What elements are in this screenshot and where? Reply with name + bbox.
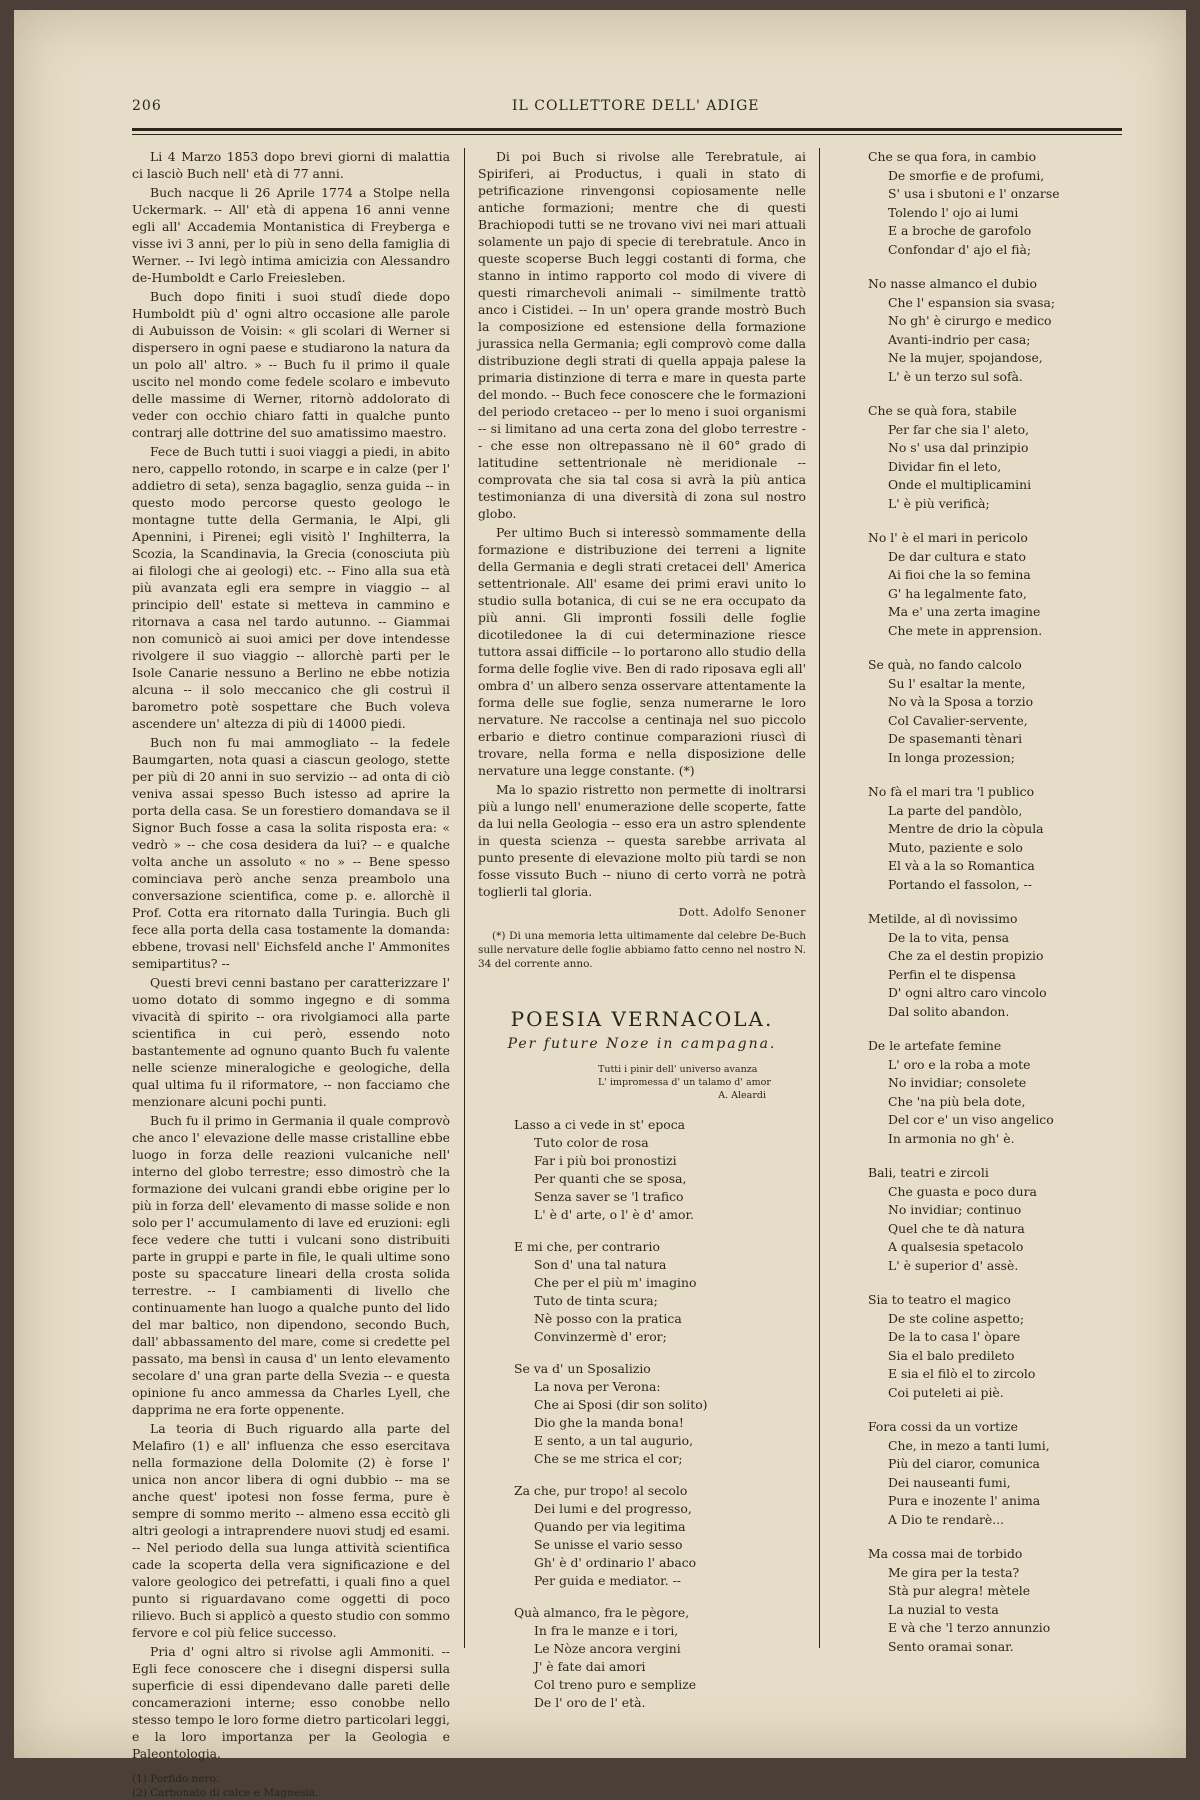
poem-line: J' è fate dai amori [534, 1659, 646, 1674]
poem-line: Che se qua fora, in cambio [868, 149, 1037, 164]
poem-line: De smorfie e de profumi, [888, 167, 1045, 183]
paragraph: Buch fu il primo in Germania il quale comprovò che anco l' elevazione delle masse cristalline ebbe luogo in forza delle reazioni vulcaniche nell' interno del globo terrestre; esso dimostrò che la formazione dei vulcani grandi ebbe origine per lo più in forza dell' elevamento di masse solide e non solo per l' accumulamento di lave ed eruzioni: egli fece vedere che tutti i vulcani sono distribuiti parte in gruppi e parte in file, le quali ultime sono poste su spaccature lineari della crosta solida terrestre. -- I cambiamenti di livello che continuamente han luogo a qualche punto del lido del mar baltico, non dipendono, secondo Buch, dall' abbassamento del mare, come si credette pel passato, ma bensì in causa d' un lento elevamento secolare d' una gran parte della Svezia -- e questa opinione fu anco ammessa da Charles Lyell, che dapprima ne era forte oppenente. [132, 1113, 450, 1417]
poem-line: Che 'na più bela dote, [888, 1093, 1026, 1109]
poem-line: No l' è el mari in pericolo [868, 530, 1028, 545]
header-rule [132, 128, 1122, 131]
poem-line: No invidiar; continuo [888, 1202, 1022, 1217]
poem-line: Ma e' una zerta imagine [888, 604, 1041, 619]
poem-line: Avanti-indrio per casa; [888, 331, 1031, 347]
poem-stanza [868, 1164, 1118, 1275]
column-divider [819, 148, 820, 1648]
poem-line: Se quà, no fando calcolo [868, 657, 1022, 672]
poem-line: Senza saver se 'l trafico [534, 1189, 684, 1204]
poem-line: Confondar d' ajo el fià; [888, 241, 1032, 257]
poem-line: Gh' è d' ordinario l' abaco [534, 1555, 697, 1570]
poem-line: Che ai Sposi (dir son solito) [534, 1397, 708, 1412]
poem-line: La nova per Verona: [534, 1379, 661, 1394]
poem-line: Che se quà fora, stabile [868, 403, 1017, 418]
poem-line: Sia el balo predileto [888, 1347, 1015, 1363]
poem-line: Muto, paziente e solo [888, 839, 1023, 855]
poem-line: Onde el multiplicamini [888, 477, 1032, 492]
poem-stanza [868, 148, 1118, 259]
paragraph: Fece de Buch tutti i suoi viaggi a piedi, in abito nero, cappello rotondo, in scarpe e in calze (per l' addietro di seta), senza bagaglio, senza guida -- in questo modo percorse questo geologo le montagne tutte della Germania, le Alpi, gli Apennini, i Pirenei; egli visitò l' Inghilterra, la Scozia, la Scandinavia, la Grecia (conosciuta più ai filologi che ai geologi) etc. -- Fino alla sua età più avanzata egli era sempre in viaggio -- al principio dell' estate si metteva in cammino e ritornava a casa nel tardo autunno. -- Giammai non comunicò ai suoi amici per dove intendesse rivolgere il suo viaggio -- allorchè parti per le Isole Canarie nessuno a Berlino ne ebbe notizia alcuna -- il solo meccanico che gli costruì il barometro potè sospettare che Buch voleva ascendere un' altezza di più di 14000 piedi. [132, 444, 450, 731]
poem-line: De le artefate femine [868, 1038, 1002, 1053]
poem-line: Quà almanco, fra le pègore, [514, 1605, 690, 1620]
poem-line: Quel che te dà natura [888, 1220, 1025, 1236]
poem-line: De dar cultura e stato [888, 548, 1026, 564]
poem-line: Coi puteleti ai piè. [888, 1384, 1004, 1400]
epigraph-line: Tutti i pinir dell' universo avanza [598, 1064, 758, 1075]
footnote: (2) Carbonato di calce e Magnesia. [132, 1787, 319, 1799]
poem-line: Stà pur alegra! mètele [888, 1583, 1031, 1598]
poem-line: De spasemanti tènari [888, 731, 1023, 746]
poem-line: D' ogni altro caro vincolo [888, 985, 1047, 1000]
poem-line: De la to vita, pensa [888, 929, 1010, 945]
poem-stanzas [478, 1116, 806, 1712]
epigraph-author: A. Aleardi [718, 1090, 766, 1101]
poem-line: Fora cossi da un vortize [868, 1419, 1018, 1434]
poem-line: Su l' esaltar la mente, [888, 675, 1026, 691]
poem-line: Dei nauseanti fumi, [888, 1474, 1011, 1490]
column-right [856, 148, 1118, 1668]
poem-line: No s' usa dal prinzipio [888, 440, 1029, 455]
poem-line: A qualsesia spetacolo [888, 1239, 1024, 1254]
poem-line: Far i più boi pronostizi [534, 1153, 677, 1168]
poem-line: Che guasta e poco dura [888, 1183, 1037, 1199]
poem-line: L' è un terzo sul sofà. [888, 368, 1023, 384]
poem-subtitle: Per future Noze in campagna. [507, 1036, 777, 1052]
poem-stanza [868, 1037, 1118, 1148]
footnote: (*) Di una memoria letta ultimamente dal celebre De-Buch sulle nervature delle foglie abbiamo fatto cenno nel nostro N. 34 del corrente anno. [478, 930, 806, 970]
poem-line: No invidiar; consolete [888, 1075, 1027, 1090]
epigraph [478, 1063, 806, 1102]
poem-line: Col treno puro e semplize [534, 1677, 697, 1692]
poem-line: Convinzermè d' eror; [534, 1329, 667, 1344]
poem-line: Col Cavalier-servente, [888, 712, 1028, 728]
poem-stanza [868, 1291, 1118, 1402]
poem-stanza [514, 1360, 806, 1468]
poem-line: In longa prozession; [888, 749, 1015, 765]
poem-stanza [868, 1418, 1118, 1529]
poem-line: Che se me strica el cor; [534, 1451, 683, 1466]
poem-stanza [868, 910, 1118, 1021]
header-rule-thin [132, 134, 1122, 135]
epigraph-line: L' impromessa d' un talamo d' amor [598, 1077, 771, 1088]
poem-line: Tuto color de rosa [534, 1135, 649, 1150]
poem-line: Sia to teatro el magico [868, 1292, 1011, 1307]
column-middle [478, 148, 806, 1710]
poem-line: Bali, teatri e zircoli [868, 1165, 989, 1180]
poem-line: Lasso a ci vede in st' epoca [514, 1117, 686, 1132]
poem-line: De l' oro de l' età. [534, 1695, 646, 1710]
poem-line: Sento oramai sonar. [888, 1638, 1014, 1654]
poem-line: Son d' una tal natura [534, 1257, 667, 1272]
footnote: (1) Porfido nero. [132, 1773, 220, 1785]
poem-line: Za che, pur tropo! al secolo [514, 1483, 688, 1498]
paragraph: Buch dopo finiti i suoi studî diede dopo Humboldt più d' ogni altro occasione alle parole di Aubuisson de Voisin: « gli scolari di Werner si dispersero in ogni paese e studiarono la natura da un polo all' altro. » -- Buch fu il primo il quale uscito nel mondo come fedele scolaro e imbevuto delle massime di Werner, ritornò addolorato di veder con occhio chiaro fatti in qualche punto contrarj alle dottrine del suo amatissimo maestro. [132, 289, 450, 440]
poem-line: L' è d' arte, o l' è d' amor. [534, 1207, 694, 1222]
poem-line: Del cor e' un viso angelico [888, 1112, 1054, 1127]
column-divider [464, 148, 465, 1648]
poem-line: G' ha legalmente fato, [888, 585, 1027, 601]
poem-line: A Dio te rendarè... [888, 1511, 1005, 1527]
poem-stanza [514, 1116, 806, 1224]
paragraph: Buch non fu mai ammogliato -- la fedele Baumgarten, nota quasi a ciascun geologo, stette per più di 20 anni in suo servizio -- ad onta di ciò veniva assai spesso Buch istesso ad aprire la porta della casa. Se un forestiero domandava se il Signor Buch fosse a casa la solita risposta era: « vedrò » -- che cosa desidera da lui? -- e qualche volta anche un assoluto « no » -- Bene spesso cominciava però anche senza preambolo una conversazione scientifica, come p. e. allorchè il Prof. Cotta era ritornato dalla Turingia. Buch gli fece alla porta della casa tostamente la domanda: ebbene, trovasi nell' Eichsfeld anche l' Ammonites semipartitus? -- [132, 735, 450, 971]
paragraph: Buch nacque li 26 Aprile 1774 a Stolpe nella Uckermark. -- All' età di appena 16 anni venne egli all' Accademia Montanistica di Freyberga e visse ivi 3 anni, per lo più in seno della famiglia di Werner. -- Ivi legò intima amicizia con Alessandro de-Humboldt e Carlo Freiesleben. [132, 185, 450, 285]
poem-line: Per quanti che se sposa, [534, 1171, 687, 1186]
poem-line: Portando el fassolon, -- [888, 876, 1032, 892]
poem-stanza [868, 1545, 1118, 1656]
poem-stanza [868, 783, 1118, 894]
poem-line: Tolendo l' ojo ai lumi [888, 204, 1019, 220]
poem-stanza [514, 1604, 806, 1712]
paragraph: Ma lo spazio ristretto non permette di inoltrarsi più a lungo nell' enumerazione delle scoperte, fatte da lui nella Geologia -- esso era un astro splendente in questa scienza -- questa sarebbe arrivata al punto presente di elevazione molto più tardi se non fosse vissuto Buch -- niuno di certo vorrà ne potrà toglierli tal gloria. [478, 782, 806, 899]
poem-line: Per far che sia l' aleto, [888, 421, 1030, 437]
paragraph: Pria d' ogni altro si rivolse agli Ammoniti. -- Egli fece conoscere che i disegni dispersi sulla superficie di essi dipendevano dalle pareti delle concamerazioni interne; esso conobbe nello stesso tempo le loro forme dietro particolari leggi, e la loro importanza per la Geologia e Paleontologia. [132, 1644, 450, 1761]
poem-line: Dio ghe la manda bona! [534, 1415, 684, 1430]
poem-line: Dividar fin el leto, [888, 458, 1002, 474]
poem-line: Se unisse el vario sesso [534, 1537, 683, 1552]
poem-line: Nè posso con la pratica [534, 1311, 682, 1326]
paragraph: Per ultimo Buch si interessò sommamente della formazione e distribuzione dei terreni a lignite della Germania e degli strati cretacei dell' America settentrionale. All' esame dei primi eravi unito lo studio sulla botanica, di cui se ne era occupato da più anni. Gli impronti fossili delle foglie dicotiledonee la di cui determinazione riesce tuttora assai difficile -- lo portarono allo studio della forma delle foglie vive. Ben di rado riposava egli all' ombra d' un albero senza osservare attentamente la forma delle sue foglie, senza numerarne le loro nervature. Ne raccolse a centinaja nel suo piccolo erbario e dietro continue comparazioni riuscì di trovare, nella forma e nella disposizione delle nervature una legge constante. (*) [478, 525, 806, 778]
page-header [132, 98, 1132, 122]
poem-line: Tuto de tinta scura; [534, 1293, 658, 1308]
poem-line: La parte del pandòlo, [888, 802, 1023, 818]
poem-line: Se va d' un Sposalizio [514, 1361, 651, 1376]
poem-stanza [514, 1482, 806, 1590]
poem-line: Che l' espansion sia svasa; [888, 294, 1056, 310]
poem-stanza [868, 529, 1118, 640]
poem-line: Più del ciaror, comunica [888, 1456, 1040, 1471]
poem-line: Che za el destin propizio [888, 948, 1044, 963]
poem-line: Ai fioi che la so femina [888, 567, 1031, 582]
poem-line: E mi che, per contrario [514, 1239, 660, 1254]
poem-line: L' è superior d' assè. [888, 1257, 1019, 1273]
poem-line: Ne la mujer, spojandose, [888, 350, 1043, 365]
footnotes [132, 1772, 450, 1800]
poem-line: No fà el mari tra 'l publico [868, 784, 1035, 799]
poem-line: L' oro e la roba a mote [888, 1056, 1031, 1072]
poem-line: E a broche de garofolo [888, 223, 1032, 238]
paragraph: Li 4 Marzo 1853 dopo brevi giorni di malattia ci lasciò Buch nell' età di 77 anni. [132, 149, 450, 181]
poem-line: Che mete in apprension. [888, 622, 1043, 638]
poem-line: E sento, a un tal augurio, [534, 1433, 694, 1448]
column-left [132, 148, 450, 1799]
poem-stanza [868, 402, 1118, 513]
poem-line: No nasse almanco el dubio [868, 276, 1037, 291]
poem-line: Le Nòze ancora vergini [534, 1641, 681, 1656]
poem-stanza [514, 1238, 806, 1346]
poem-line: Pura e inozente l' anima [888, 1493, 1041, 1508]
poem-line: Che per el più m' imagino [534, 1275, 697, 1290]
poem-line: Me gira per la testa? [888, 1564, 1020, 1580]
poem-line: La nuzial to vesta [888, 1601, 999, 1617]
poem-line: El và a la so Romantica [888, 858, 1035, 873]
page-number: 206 [132, 98, 162, 114]
poem-line: Che, in mezo a tanti lumi, [888, 1437, 1050, 1453]
poem-line: Ma cossa mai de torbido [868, 1546, 1023, 1561]
poem-stanza [868, 275, 1118, 386]
poem-line: De ste coline aspetto; [888, 1310, 1024, 1326]
poem-line: Quando per via legitima [534, 1519, 686, 1534]
poem-line: Perfin el te dispensa [888, 966, 1016, 982]
poem-line: Dal solito abandon. [888, 1003, 1010, 1019]
poem-line: De la to casa l' òpare [888, 1329, 1021, 1344]
poem-line: Per guida e mediator. -- [534, 1573, 681, 1588]
poem-line: In armonia no gh' è. [888, 1130, 1015, 1146]
newspaper-page [14, 10, 1186, 1799]
paragraph: Questi brevi cenni bastano per caratterizzare l' uomo dotato di sommo ingegno e di somma vivacità di spirito -- ora rivolgiamoci alla parte scientifica in cui però, essendo noto bastantemente ad ognuno quanto Buch fu valente nelle scienze mineralogiche e geologiche, della qual ultima fu il riformatore, -- non facciamo che menzionare alcuni pochi punti. [132, 975, 450, 1109]
poem-line: No và la Sposa a torzio [888, 694, 1034, 709]
poem-line: Mentre de drio la còpula [888, 821, 1044, 836]
poem-line: No gh' è cirurgo e medico [888, 313, 1052, 328]
author-signature: Dott. Adolfo Senoner [678, 906, 806, 919]
poem-title: POESIA VERNACOLA. [510, 1007, 774, 1031]
poem-line: Dei lumi e del progresso, [534, 1501, 692, 1516]
poem-line: Metilde, al dì novissimo [868, 911, 1018, 926]
poem-stanzas-continued [856, 148, 1118, 1656]
poem-line: E sia el filò el to zircolo [888, 1366, 1036, 1381]
paragraph: Di poi Buch si rivolse alle Terebratule, ai Spiriferi, ai Productus, i quali in stato di petrificazione rinvengonsi copiosamente nelle antiche formazioni; mentre che di questi Brachiopodi tutti se ne trovano vivi nei mari attuali solamente un pajo di specie di terebratule. Anco in queste scoperse Buch leggi costanti di forma, che stanno in intimo rapporto col modo di vivere di questi rimarchevoli animali -- similmente trattò anco i Cistidei. -- In un' opera grande mostrò Buch la composizione ed estensione della formazione jurassica nella Germania; egli comprovò come dalla distribuzione degli strati di quella appaja palese la primaria distinzione di terra e mare in questa parte del mondo. -- Buch fece conoscere che le formazioni del periodo cretaceo -- per lo meno i suoi organismi -- si limitano ad una certa zona del globo terrestre -- che esse non oltrepassano nè il 60° grado di latitudine settentrionale nè meridionale -- comprovata che sia tal cosa si avrà la più antica testimonianza di una diversità di zona sul nostro globo. [478, 149, 806, 521]
poem-line: S' usa i sbutoni e l' onzarse [888, 186, 1060, 201]
paragraph: La teoria di Buch riguardo alla parte del Melafiro (1) e all' influenza che esso esercitava nella formazione della Dolomite (2) è forse l' unica non ancor libera di ogni dubbio -- ma se anche quest' ipotesi non fosse ferma, pure è sempre di sommo merito -- almeno essa eccitò gli altri geologi a intraprendere nuovi studj ed esami. -- Nel periodo della sua lunga attività scientifica cade la scoperta della vera significazione e del valore geologico dei petrefatti, i quali fino a quel punto si riguardavano come oggetti di poco rilievo. Buch si applicò a questo studio con sommo fervore e col più felice successo. [132, 1421, 450, 1640]
poem-line: In fra le manze e i tori, [534, 1623, 679, 1638]
newspaper-title: IL COLLETTORE DELL' ADIGE [512, 98, 760, 114]
poem-stanza [868, 656, 1118, 767]
poem-line: L' è più verificà; [888, 495, 990, 511]
poem-line: E và che 'l terzo annunzio [888, 1620, 1051, 1635]
